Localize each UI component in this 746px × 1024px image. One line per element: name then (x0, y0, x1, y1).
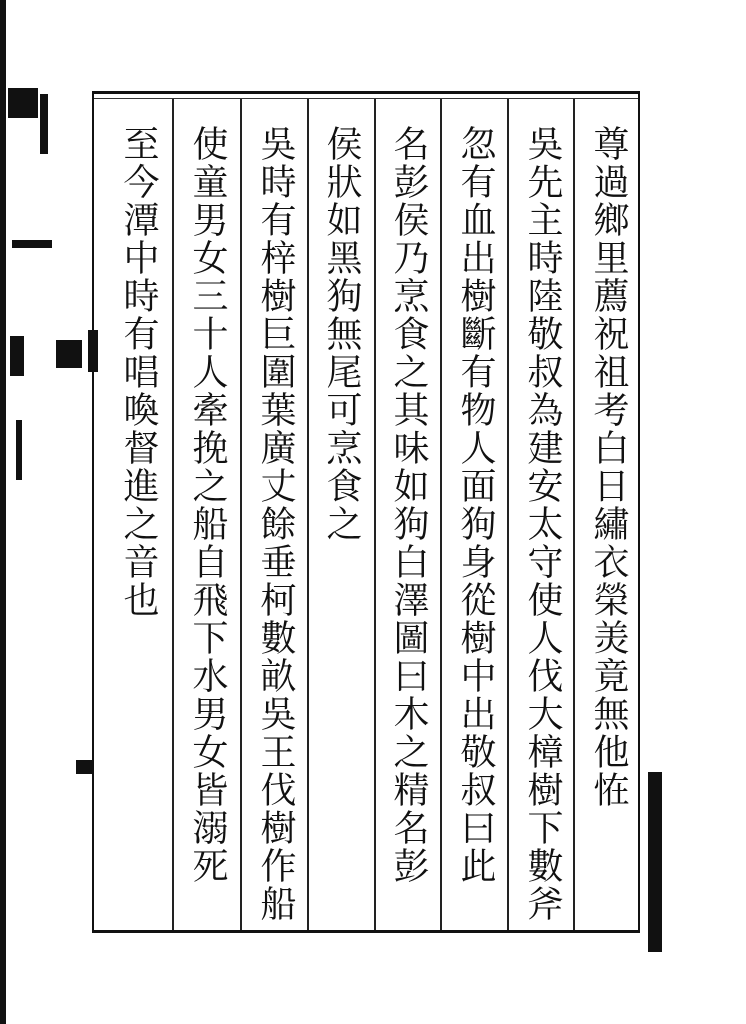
text-column-6: 吳時有梓樹巨圍葉廣丈餘垂柯數畝吳王伐樹作船 (255, 125, 296, 923)
text-column-4: 名彭侯乃烹食之其味如狗白澤圖曰木之精名彭 (388, 125, 429, 885)
column-rule (240, 99, 242, 930)
column-rule (440, 99, 442, 930)
frame-bottom-border (92, 930, 640, 933)
column-rule (507, 99, 509, 930)
scan-edge-right (648, 772, 662, 952)
column-rule (374, 99, 376, 930)
text-column-7: 使童男女三十人牽挽之船自飛下水男女皆溺死 (187, 125, 228, 885)
adjacent-page-fragment (6, 80, 92, 960)
text-column-3: 忽有血出樹斷有物人面狗身從樹中出敬叔曰此 (455, 125, 496, 885)
frame-top-inner-border (92, 98, 640, 99)
text-column-5: 侯狀如黑狗無尾可烹食之 (321, 125, 362, 543)
column-rule (307, 99, 309, 930)
column-rule (172, 99, 174, 930)
column-rule (573, 99, 575, 930)
frame-left-border (92, 91, 94, 933)
text-column-2: 吳先主時陸敬叔為建安太守使人伐大樟樹下數斧 (522, 125, 563, 923)
frame-top-border (92, 91, 640, 94)
text-column-8: 至今潭中時有唱喚督進之音也 (118, 125, 159, 619)
text-column-1: 尊過鄉里薦祝祖考白日繡衣榮羙竟無他恠 (588, 125, 629, 809)
